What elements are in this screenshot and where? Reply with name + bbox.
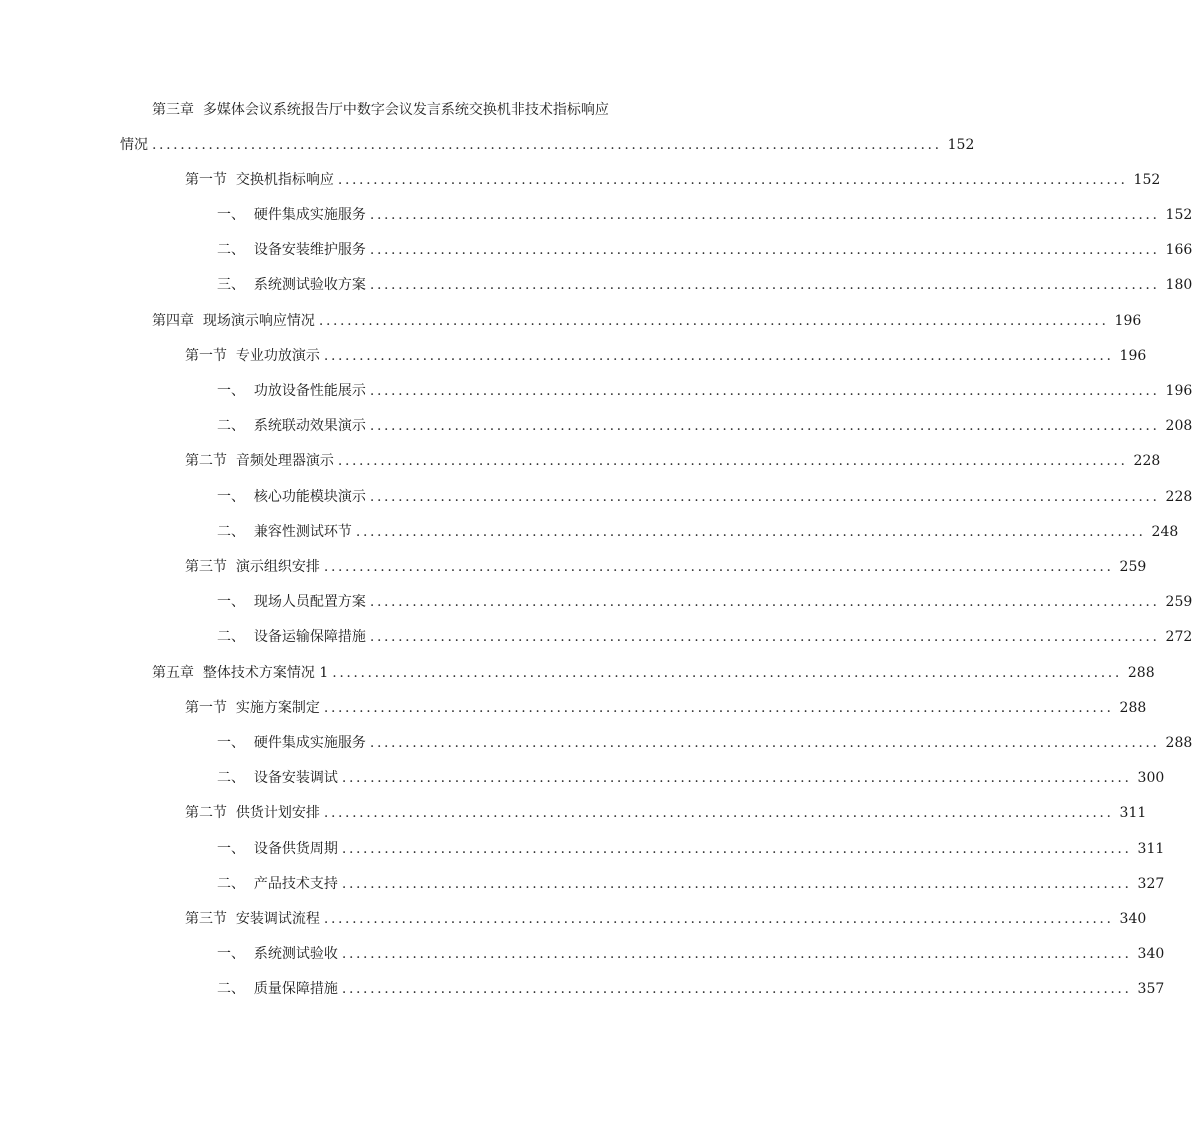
toc-section-entry[interactable] xyxy=(185,557,1147,577)
leader-dots: ................................................................................................................ xyxy=(369,418,1160,434)
toc-chapter-3-entry[interactable] xyxy=(120,135,975,155)
toc-entry-page: 288 xyxy=(1119,700,1147,716)
leader-dots: ................................................................................................................ xyxy=(369,629,1160,645)
toc-entry-page: 248 xyxy=(1151,524,1179,540)
toc-subsection-entry[interactable] xyxy=(217,979,1165,999)
toc-subsection-entry[interactable] xyxy=(217,381,1192,401)
toc-subsection-entry[interactable] xyxy=(217,240,1192,260)
toc-entry-title: 二、 兼容性测试环节 xyxy=(217,524,352,540)
toc-entry-page: 311 xyxy=(1137,841,1165,857)
toc-subsection-entry[interactable] xyxy=(217,874,1165,894)
toc-section-entry[interactable] xyxy=(185,698,1147,718)
toc-entry-title: 第二节 音频处理器演示 xyxy=(185,453,334,469)
leader-dots: ................................................................................................................ xyxy=(152,137,942,153)
toc-entry-title: 一、 核心功能模块演示 xyxy=(217,489,366,505)
leader-dots: ................................................................................................................ xyxy=(369,242,1160,258)
toc-entry-title: 情况 xyxy=(120,137,148,153)
toc-entry-title: 第一节 专业功放演示 xyxy=(185,348,320,364)
toc-subsection-entry[interactable] xyxy=(217,839,1165,859)
leader-dots: ................................................................................................................ xyxy=(341,876,1132,892)
leader-dots: ................................................................................................................ xyxy=(323,559,1114,575)
toc-subsection-entry[interactable] xyxy=(217,522,1179,542)
toc-entry-page: 228 xyxy=(1133,453,1161,469)
toc-section-entry[interactable] xyxy=(185,451,1161,471)
leader-dots: ................................................................................................................ xyxy=(341,770,1132,786)
leader-dots: ................................................................................................................ xyxy=(369,383,1160,399)
toc-subsection-entry[interactable] xyxy=(217,416,1192,436)
toc-section-entry[interactable] xyxy=(185,346,1147,366)
toc-subsection-entry[interactable] xyxy=(217,768,1165,788)
leader-dots: ................................................................................................................ xyxy=(323,700,1114,716)
leader-dots: ................................................................................................................ xyxy=(369,735,1160,751)
toc-entry-page: 180 xyxy=(1165,277,1192,293)
leader-dots: ................................................................................................................ xyxy=(369,489,1160,505)
toc-entry-page: 272 xyxy=(1165,629,1192,645)
leader-dots: ................................................................................................................ xyxy=(323,348,1114,364)
toc-entry-page: 166 xyxy=(1165,242,1192,258)
toc-section-entry[interactable] xyxy=(185,909,1147,929)
toc-entry-title: 二、 设备运输保障措施 xyxy=(217,629,366,645)
leader-dots: ................................................................................................................ xyxy=(369,207,1160,223)
toc-entry-title: 一、 系统测试验收 xyxy=(217,946,338,962)
toc-subsection-entry[interactable] xyxy=(217,592,1192,612)
leader-dots: ................................................................................................................ xyxy=(341,981,1132,997)
toc-entry-page: 196 xyxy=(1165,383,1192,399)
leader-dots: ................................................................................................................ xyxy=(323,805,1114,821)
leader-dots: ................................................................................................................ xyxy=(323,911,1114,927)
toc-entry-page: 311 xyxy=(1119,805,1147,821)
toc-entry-page: 259 xyxy=(1119,559,1147,575)
toc-entry-page: 228 xyxy=(1165,489,1192,505)
toc-entry-page: 288 xyxy=(1165,735,1192,751)
toc-subsection-entry[interactable] xyxy=(217,944,1165,964)
toc-entry-title: 第五章 整体技术方案情况 1 xyxy=(152,665,329,681)
leader-dots: ................................................................................................................ xyxy=(337,172,1128,188)
leader-dots: ................................................................................................................ xyxy=(332,665,1122,681)
toc-entry-title: 一、 功放设备性能展示 xyxy=(217,383,366,399)
toc-entry-page: 196 xyxy=(1119,348,1147,364)
toc-entry-page: 152 xyxy=(947,137,975,153)
toc-entry-page: 288 xyxy=(1127,665,1155,681)
toc-subsection-entry[interactable] xyxy=(217,205,1192,225)
toc-entry-title: 第三节 安装调试流程 xyxy=(185,911,320,927)
toc-entry-page: 357 xyxy=(1137,981,1165,997)
toc-entry-title: 一、 设备供货周期 xyxy=(217,841,338,857)
toc-chapter-entry[interactable] xyxy=(152,311,1142,331)
toc-subsection-entry[interactable] xyxy=(217,487,1192,507)
toc-subsection-entry[interactable] xyxy=(217,275,1192,295)
toc-entry-page: 208 xyxy=(1165,418,1192,434)
toc-entry-title: 二、 设备安装调试 xyxy=(217,770,338,786)
toc-chapter-entry[interactable] xyxy=(152,663,1155,683)
leader-dots: ................................................................................................................ xyxy=(318,313,1109,329)
leader-dots: ................................................................................................................ xyxy=(337,453,1128,469)
toc-subsection-entry[interactable] xyxy=(217,627,1192,647)
toc-entry-title: 第二节 供货计划安排 xyxy=(185,805,320,821)
toc-entry-title: 二、 设备安装维护服务 xyxy=(217,242,366,258)
leader-dots: ................................................................................................................ xyxy=(341,841,1132,857)
toc-entry-page: 152 xyxy=(1133,172,1161,188)
toc-entry-page: 152 xyxy=(1165,207,1192,223)
leader-dots: ................................................................................................................ xyxy=(369,594,1160,610)
toc-entry-page: 259 xyxy=(1165,594,1192,610)
toc-entry-page: 327 xyxy=(1137,876,1165,892)
toc-entry-title: 一、 硬件集成实施服务 xyxy=(217,207,366,223)
toc-entry-page: 196 xyxy=(1114,313,1142,329)
toc-entry-title: 一、 硬件集成实施服务 xyxy=(217,735,366,751)
toc-entry-title: 第四章 现场演示响应情况 xyxy=(152,313,315,329)
leader-dots: ................................................................................................................ xyxy=(341,946,1132,962)
toc-entry-title: 三、 系统测试验收方案 xyxy=(217,277,366,293)
leader-dots: ................................................................................................................ xyxy=(369,277,1160,293)
toc-entry-title: 一、 现场人员配置方案 xyxy=(217,594,366,610)
toc-entry-title: 二、 系统联动效果演示 xyxy=(217,418,366,434)
toc-section-entry[interactable] xyxy=(185,170,1161,190)
toc-section-entry[interactable] xyxy=(185,803,1147,823)
leader-dots: ................................................................................................................ xyxy=(355,524,1146,540)
toc-entry-page: 340 xyxy=(1119,911,1147,927)
toc-entry-page: 340 xyxy=(1137,946,1165,962)
toc-entry-title: 第一节 实施方案制定 xyxy=(185,700,320,716)
toc-subsection-entry[interactable] xyxy=(217,733,1192,753)
toc-entry-title: 二、 产品技术支持 xyxy=(217,876,338,892)
toc-chapter-3-title-line1[interactable]: 第三章 多媒体会议系统报告厅中数字会议发言系统交换机非技术指标响应 xyxy=(152,102,609,118)
toc-entry-title: 二、 质量保障措施 xyxy=(217,981,338,997)
toc-entry-title: 第一节 交换机指标响应 xyxy=(185,172,334,188)
toc-entry-page: 300 xyxy=(1137,770,1165,786)
toc-entry-title: 第三节 演示组织安排 xyxy=(185,559,320,575)
